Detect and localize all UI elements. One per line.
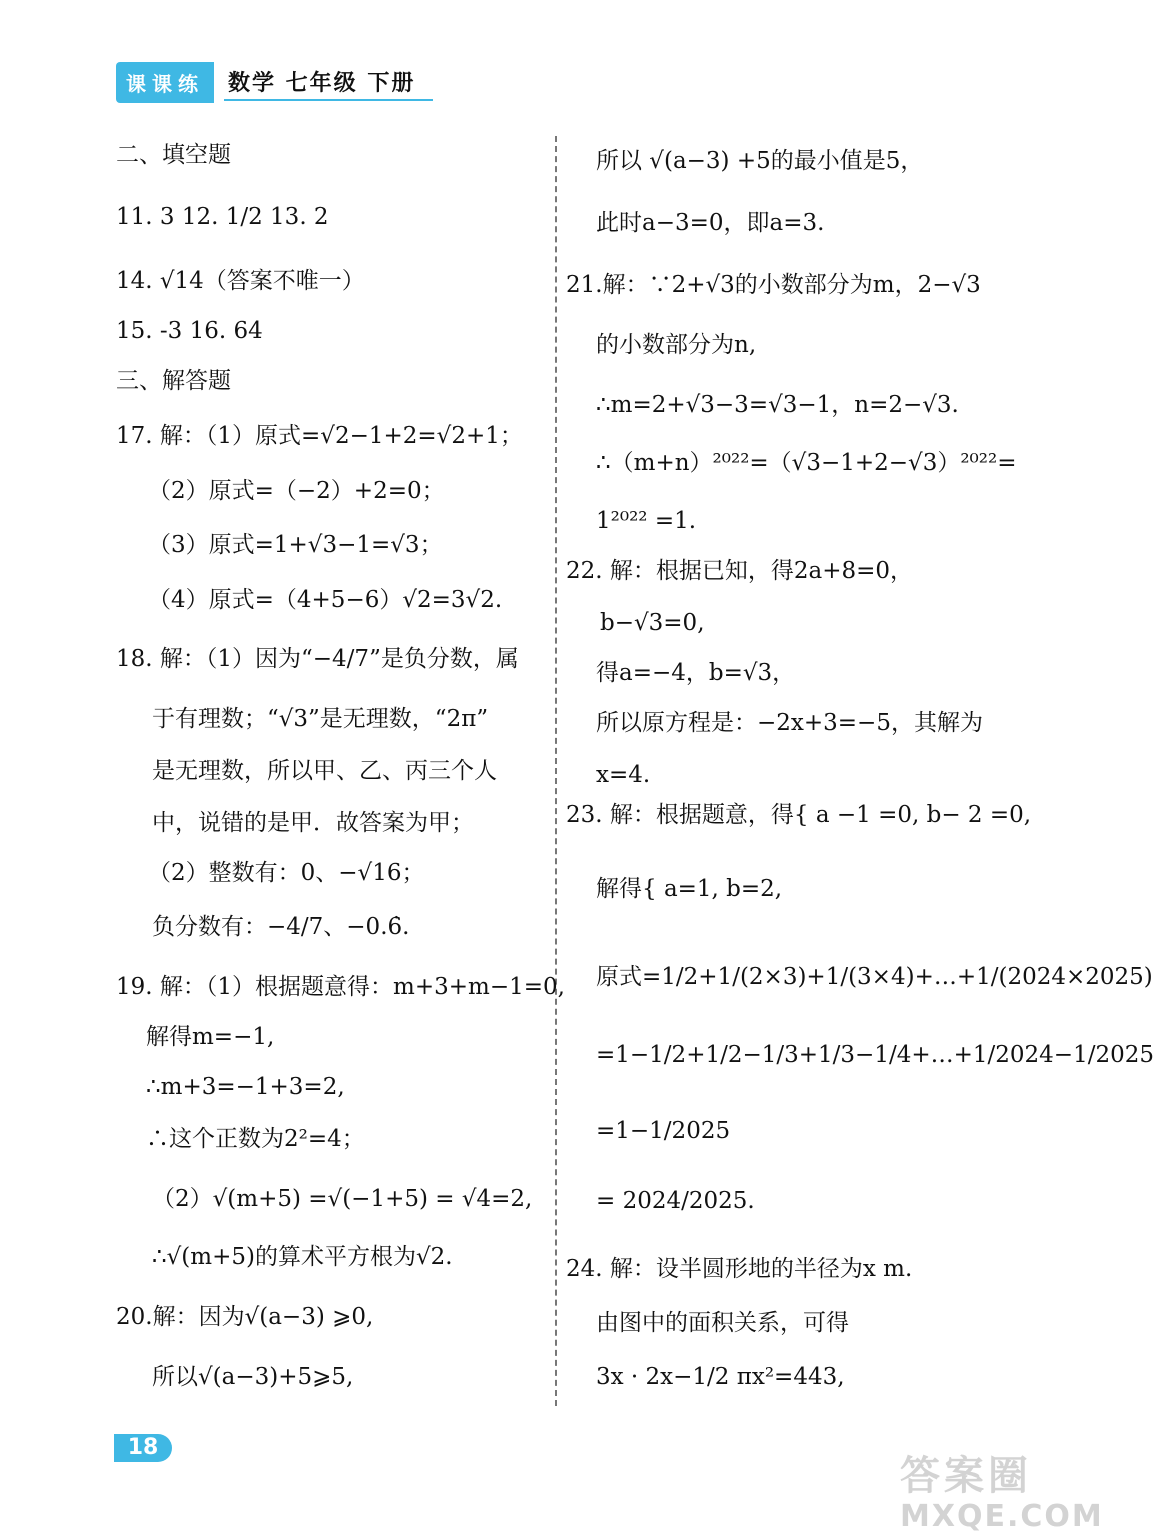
watermark-url: MXQE.COM [900, 1499, 1104, 1534]
answer-line: 23. 解：根据题意，得{ a −1 =0, b− 2 =0, [566, 802, 1032, 828]
answer-line: 由图中的面积关系，可得 [596, 1310, 849, 1336]
answer-line: 中，说错的是甲．故答案为甲； [152, 810, 474, 836]
answer-line: =1−1/2+1/2−1/3+1/3−1/4+…+1/2024−1/2025 [596, 1042, 1154, 1068]
answer-line: 11. 3 12. 1/2 13. 2 [116, 204, 329, 230]
answer-line: （2）整数有：0、−√16； [148, 860, 425, 886]
answer-line: 所以√(a−3)+5⩾5, [152, 1364, 354, 1390]
answer-line: ∴（m+n）²⁰²²=（√3−1+2−√3）²⁰²²= [596, 450, 1017, 476]
column-divider [555, 136, 557, 1406]
answer-line: 3x · 2x−1/2 πx²=443, [596, 1364, 845, 1390]
answer-line: 解得{ a=1, b=2, [596, 876, 783, 902]
answer-line: 21.解：∵2+√3的小数部分为m，2−√3 [566, 272, 981, 298]
answer-line: 15. -3 16. 64 [116, 318, 263, 344]
section-solve-heading: 三、解答题 [116, 368, 231, 394]
answer-line: =1−1/2025 [596, 1118, 731, 1144]
answer-line: （3）原式=1+√3−1=√3； [148, 532, 443, 558]
page-number: 18 [114, 1434, 172, 1462]
answer-line: 负分数有：−4/7、−0.6̇. [152, 914, 410, 940]
answer-line: 是无理数，所以甲、乙、丙三个人 [152, 758, 497, 784]
watermark [900, 1444, 1104, 1534]
answer-line: 所以 √(a−3) +5的最小值是5， [596, 148, 924, 174]
section-fill-blank-heading: 二、填空题 [116, 142, 231, 168]
answer-line: ∴√(m+5)的算术平方根为√2. [152, 1244, 453, 1270]
answer-line: 的小数部分为n, [596, 332, 757, 358]
answer-line: 原式=1/2+1/(2×3)+1/(3×4)+…+1/(2024×2025) [596, 964, 1153, 990]
answer-line: x=4. [596, 762, 651, 788]
answer-line: 1²⁰²² =1. [596, 508, 697, 534]
answer-line: （2）√(m+5) =√(−1+5) = √4=2, [152, 1186, 533, 1212]
answer-line: 18. 解：（1）因为“−4/7”是负分数，属 [116, 646, 519, 672]
book-header [116, 62, 433, 102]
answer-line: ∴m+3=−1+3=2, [146, 1074, 345, 1100]
answer-line: 20.解：因为√(a−3) ⩾0, [116, 1304, 374, 1330]
answer-line: 19. 解：（1）根据题意得：m+3+m−1=0, [116, 974, 565, 1000]
answer-line: 24. 解：设半圆形地的半径为x m. [566, 1256, 913, 1282]
answer-line: 得a=−4，b=√3， [596, 660, 796, 686]
answer-line: 14. √14（答案不唯一） [116, 268, 365, 294]
answer-line: 17. 解：（1）原式=√2−1+2=√2+1； [116, 423, 523, 449]
answer-line: 所以原方程是：−2x+3=−5，其解为 [596, 710, 983, 736]
answer-line: 于有理数；“√3”是无理数，“2π” [152, 706, 489, 732]
answer-line: ∴m=2+√3−3=√3−1，n=2−√3. [596, 392, 959, 418]
answer-line: = 2024/2025. [596, 1188, 755, 1214]
answer-line: 22. 解：根据已知，得2a+8=0， [566, 558, 914, 584]
watermark-title: 答案圈 [900, 1453, 1032, 1499]
subject-label: 数学 七年级 下册 [224, 64, 433, 101]
answer-line: （2）原式=（−2）+2=0； [148, 478, 445, 504]
answer-line: ∴这个正数为2²=4； [146, 1126, 365, 1152]
answer-line: （4）原式=（4+5−6）√2=3√2. [148, 587, 503, 613]
answer-line: b−√3=0, [600, 610, 705, 636]
answer-line: 解得m=−1, [146, 1024, 275, 1050]
series-label: 课课练 [116, 62, 214, 103]
answer-line: 此时a−3=0，即a=3. [596, 210, 825, 236]
